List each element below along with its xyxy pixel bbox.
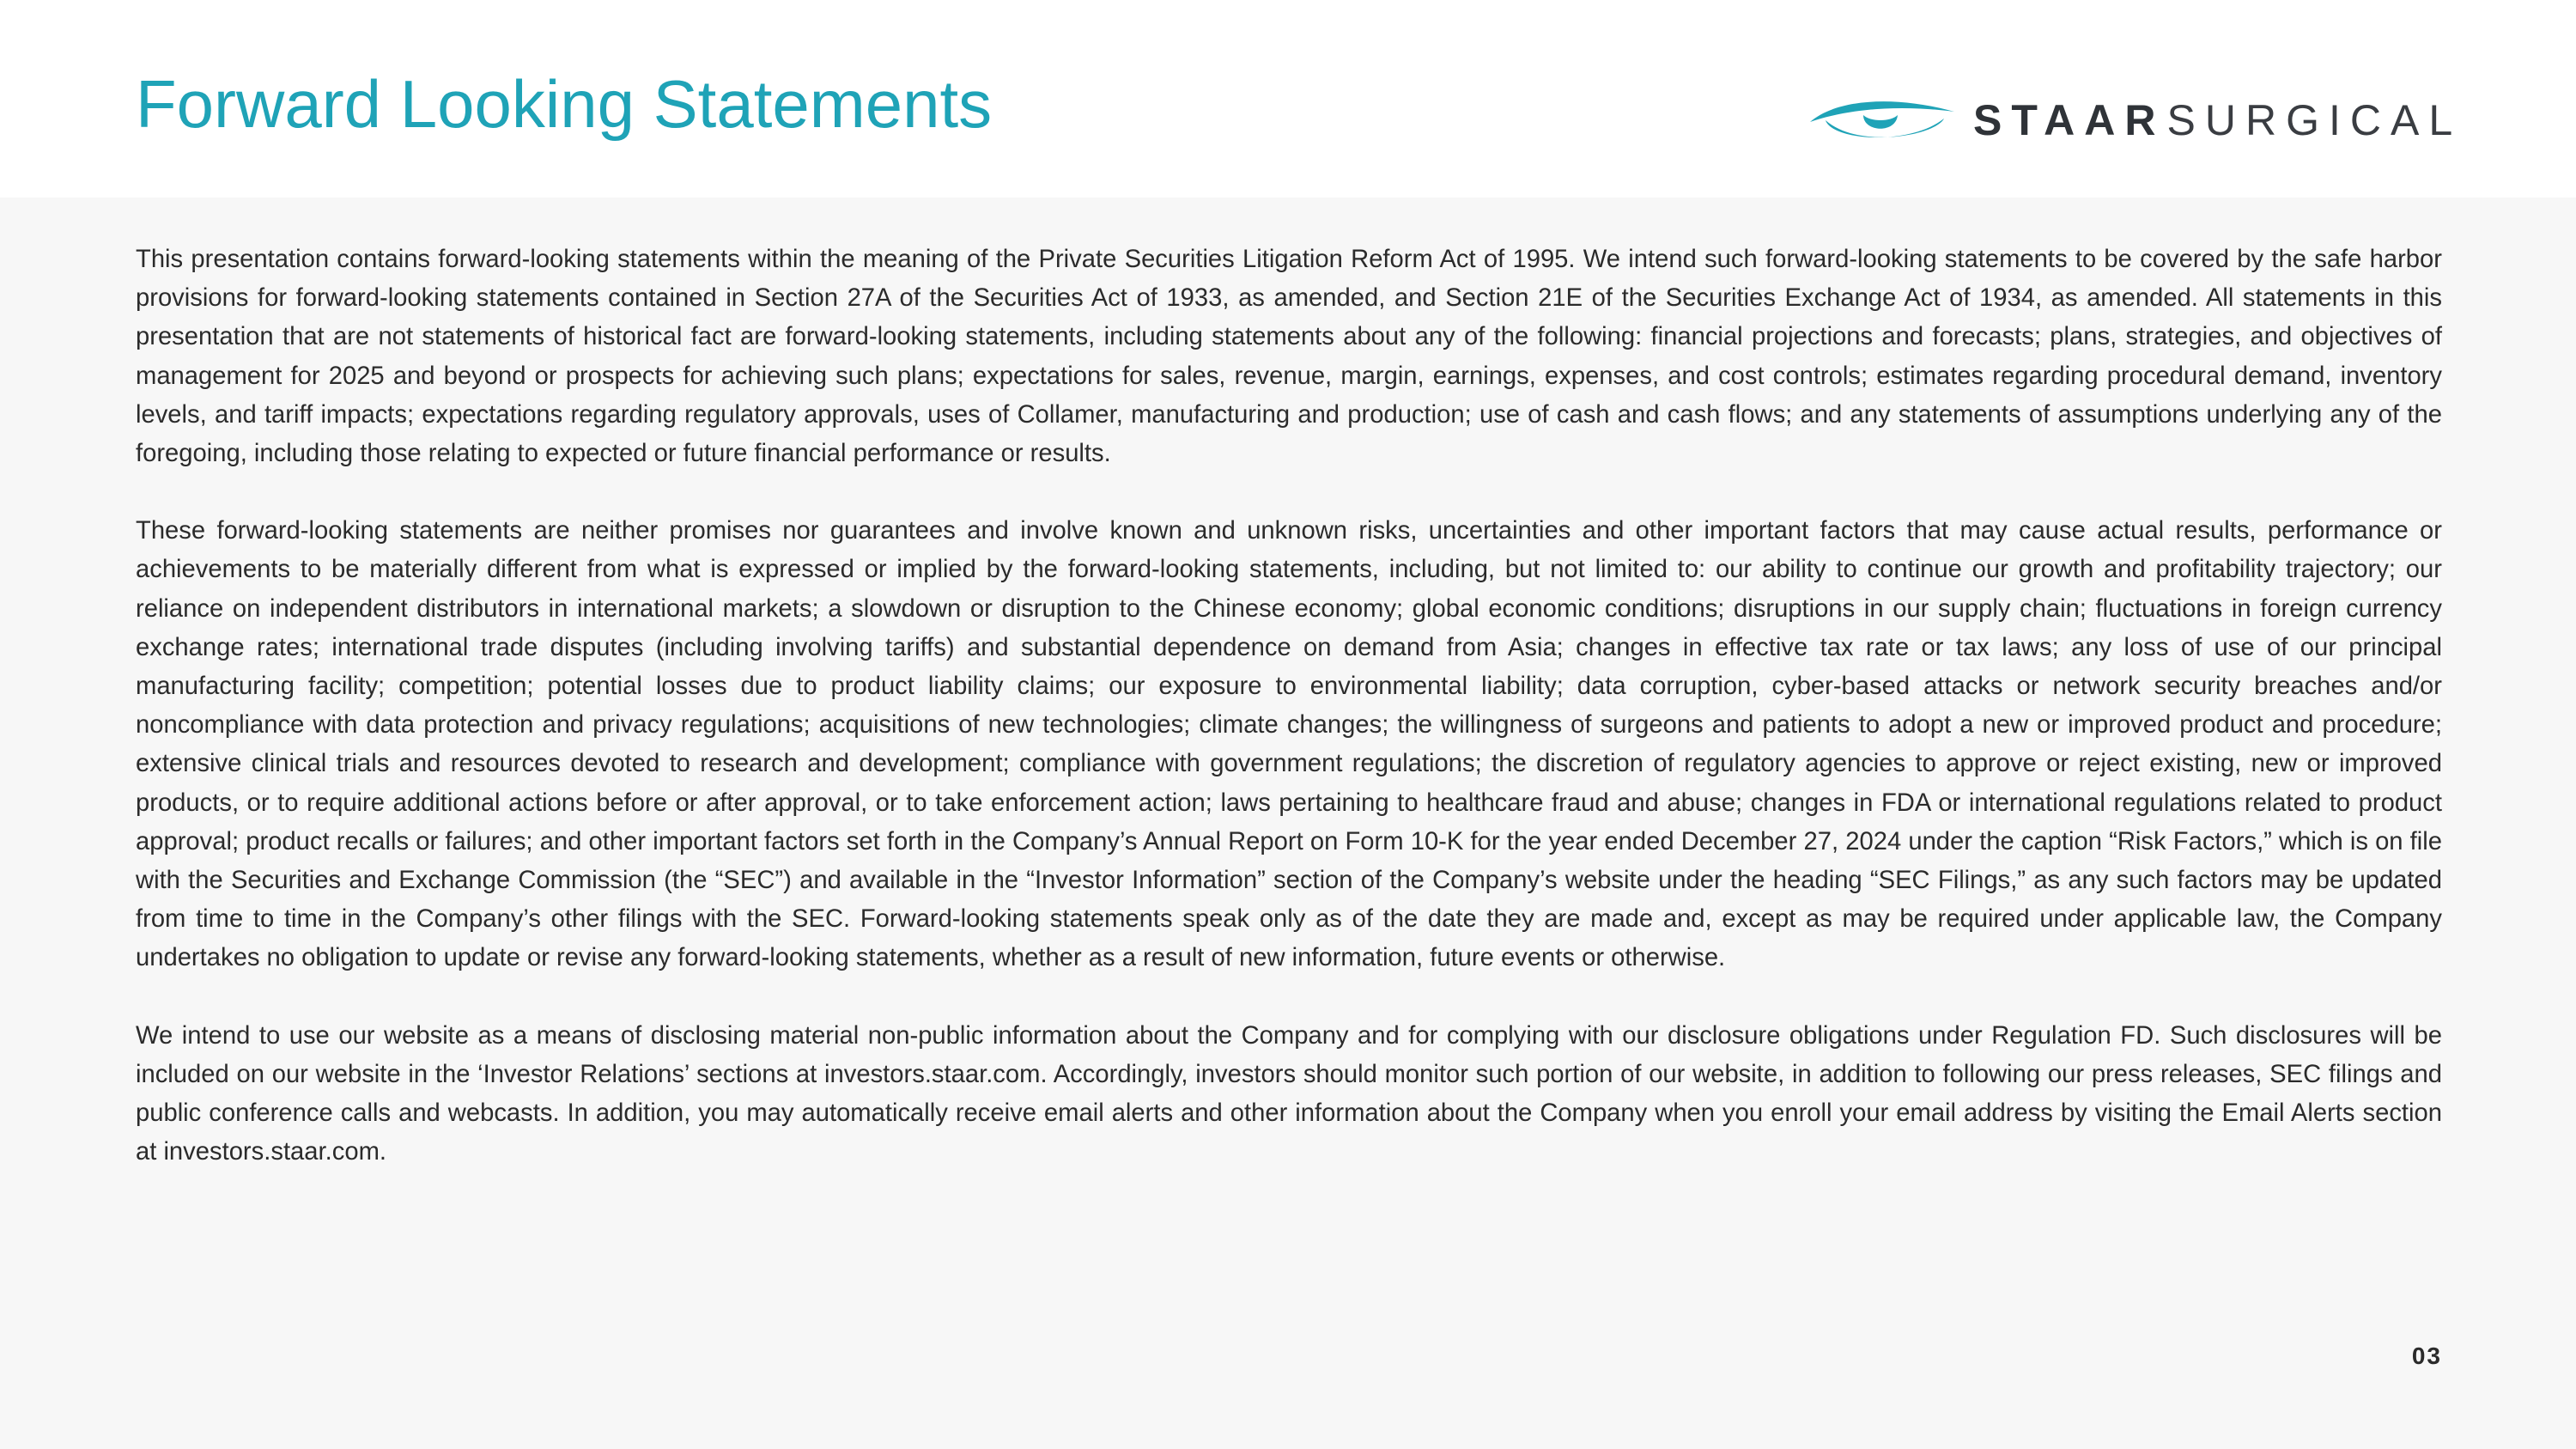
disclaimer-body xyxy=(136,240,2442,1210)
staar-surgical-logo xyxy=(1807,93,2462,148)
page-title: Forward Looking Statements xyxy=(136,66,993,142)
paragraph-risk-factors: These forward-looking statements are neither promises nor guarantees and involve known and unknown risks, uncertainties and other important factors that may cause actual results, performance or achievements to be materially different from what is expressed or implied by the forward-looking statements, including, but not limited to: our ability to continue our growth and profitability trajectory; our reliance on independent distributors in international markets; a slowdown or disruption to the Chinese economy; global economic conditions; disruptions in our supply chain; fluctuations in foreign currency exchange rates; international trade disputes (including involving tariffs) and substantial dependence on demand from Asia; changes in effective tax rate or tax laws; any loss of use of our principal manufacturing facility; competition; potential losses due to product liability claims; our exposure to environmental liability; data corruption, cyber-based attacks or network security breaches and/or noncompliance with data protection and privacy regulations; acquisitions of new technologies; climate changes; the willingness of surgeons and patients to adopt a new or improved product and procedure; extensive clinical trials and resources devoted to research and development; compliance with government regulations; the discretion of regulatory agencies to approve or reject existing, new or improved products, or to require additional actions before or after approval, or to take enforcement action; laws pertaining to healthcare fraud and abuse; changes in FDA or international regulations related to product approval; product recalls or failures; and other important factors set forth in the Company’s Annual Report on Form 10-K for the year ended December 27, 2024 under the caption “Risk Factors,” which is on file with the Securities and Exchange Commission (the “SEC”) and available in the “Investor Information” section of the Company’s website under the heading “SEC Filings,” as any such factors may be updated from time to time in the Company’s other filings with the SEC. Forward-looking statements speak only as of the date they are made and, except as may be required under applicable law, the Company undertakes no obligation to update or revise any forward-looking statements, whether as a result of new information, future events or otherwise. xyxy=(136,517,2442,972)
paragraph-safe-harbor: This presentation contains forward-looking statements within the meaning of the Private Securities Litigation Reform Act of 1995. We intend such forward-looking statements to be covered by the safe harbor provisions for forward-looking statements contained in Section 27A of the Securities Act of 1933, as amended, and Section 21E of the Securities Exchange Act of 1934, as amended. All statements in this presentation that are not statements of historical fact are forward-looking statements, including statements about any of the following: financial projections and forecasts; plans, strategies, and objectives of management for 2025 and beyond or prospects for achieving such plans; expectations for sales, revenue, margin, earnings, expenses, and cost controls; estimates regarding procedural demand, inventory levels, and tariff impacts; expectations regarding regulatory approvals, uses of Collamer, manufacturing and production; use of cash and cash flows; and any statements of assumptions underlying any of the foregoing, including those relating to expected or future financial performance or results. xyxy=(136,246,2442,468)
paragraph-regulation-fd: We intend to use our website as a means of disclosing material non-public information about the Company and for complying with our disclosure obligations under Regulation FD. Such disclosures will be included on our website in the ‘Investor Relations’ sections at investors.staar.com. Accordingly, investors should monitor such portion of our website, in addition to following our press releases, SEC filings and public conference calls and webcasts. In addition, you may automatically receive email alerts and other information about the Company when you enroll your email address by visiting the Email Alerts section at investors.staar.com. xyxy=(136,1021,2442,1166)
logo-brand-light: SURGICAL xyxy=(2166,96,2463,144)
logo-wordmark xyxy=(1973,96,2463,144)
slide-header xyxy=(0,0,2576,198)
eye-mark-icon xyxy=(1807,93,1958,148)
page-number: 03 xyxy=(2411,1342,2442,1369)
logo-brand-bold: STAAR xyxy=(1973,96,2166,144)
slide-content xyxy=(0,198,2576,1449)
